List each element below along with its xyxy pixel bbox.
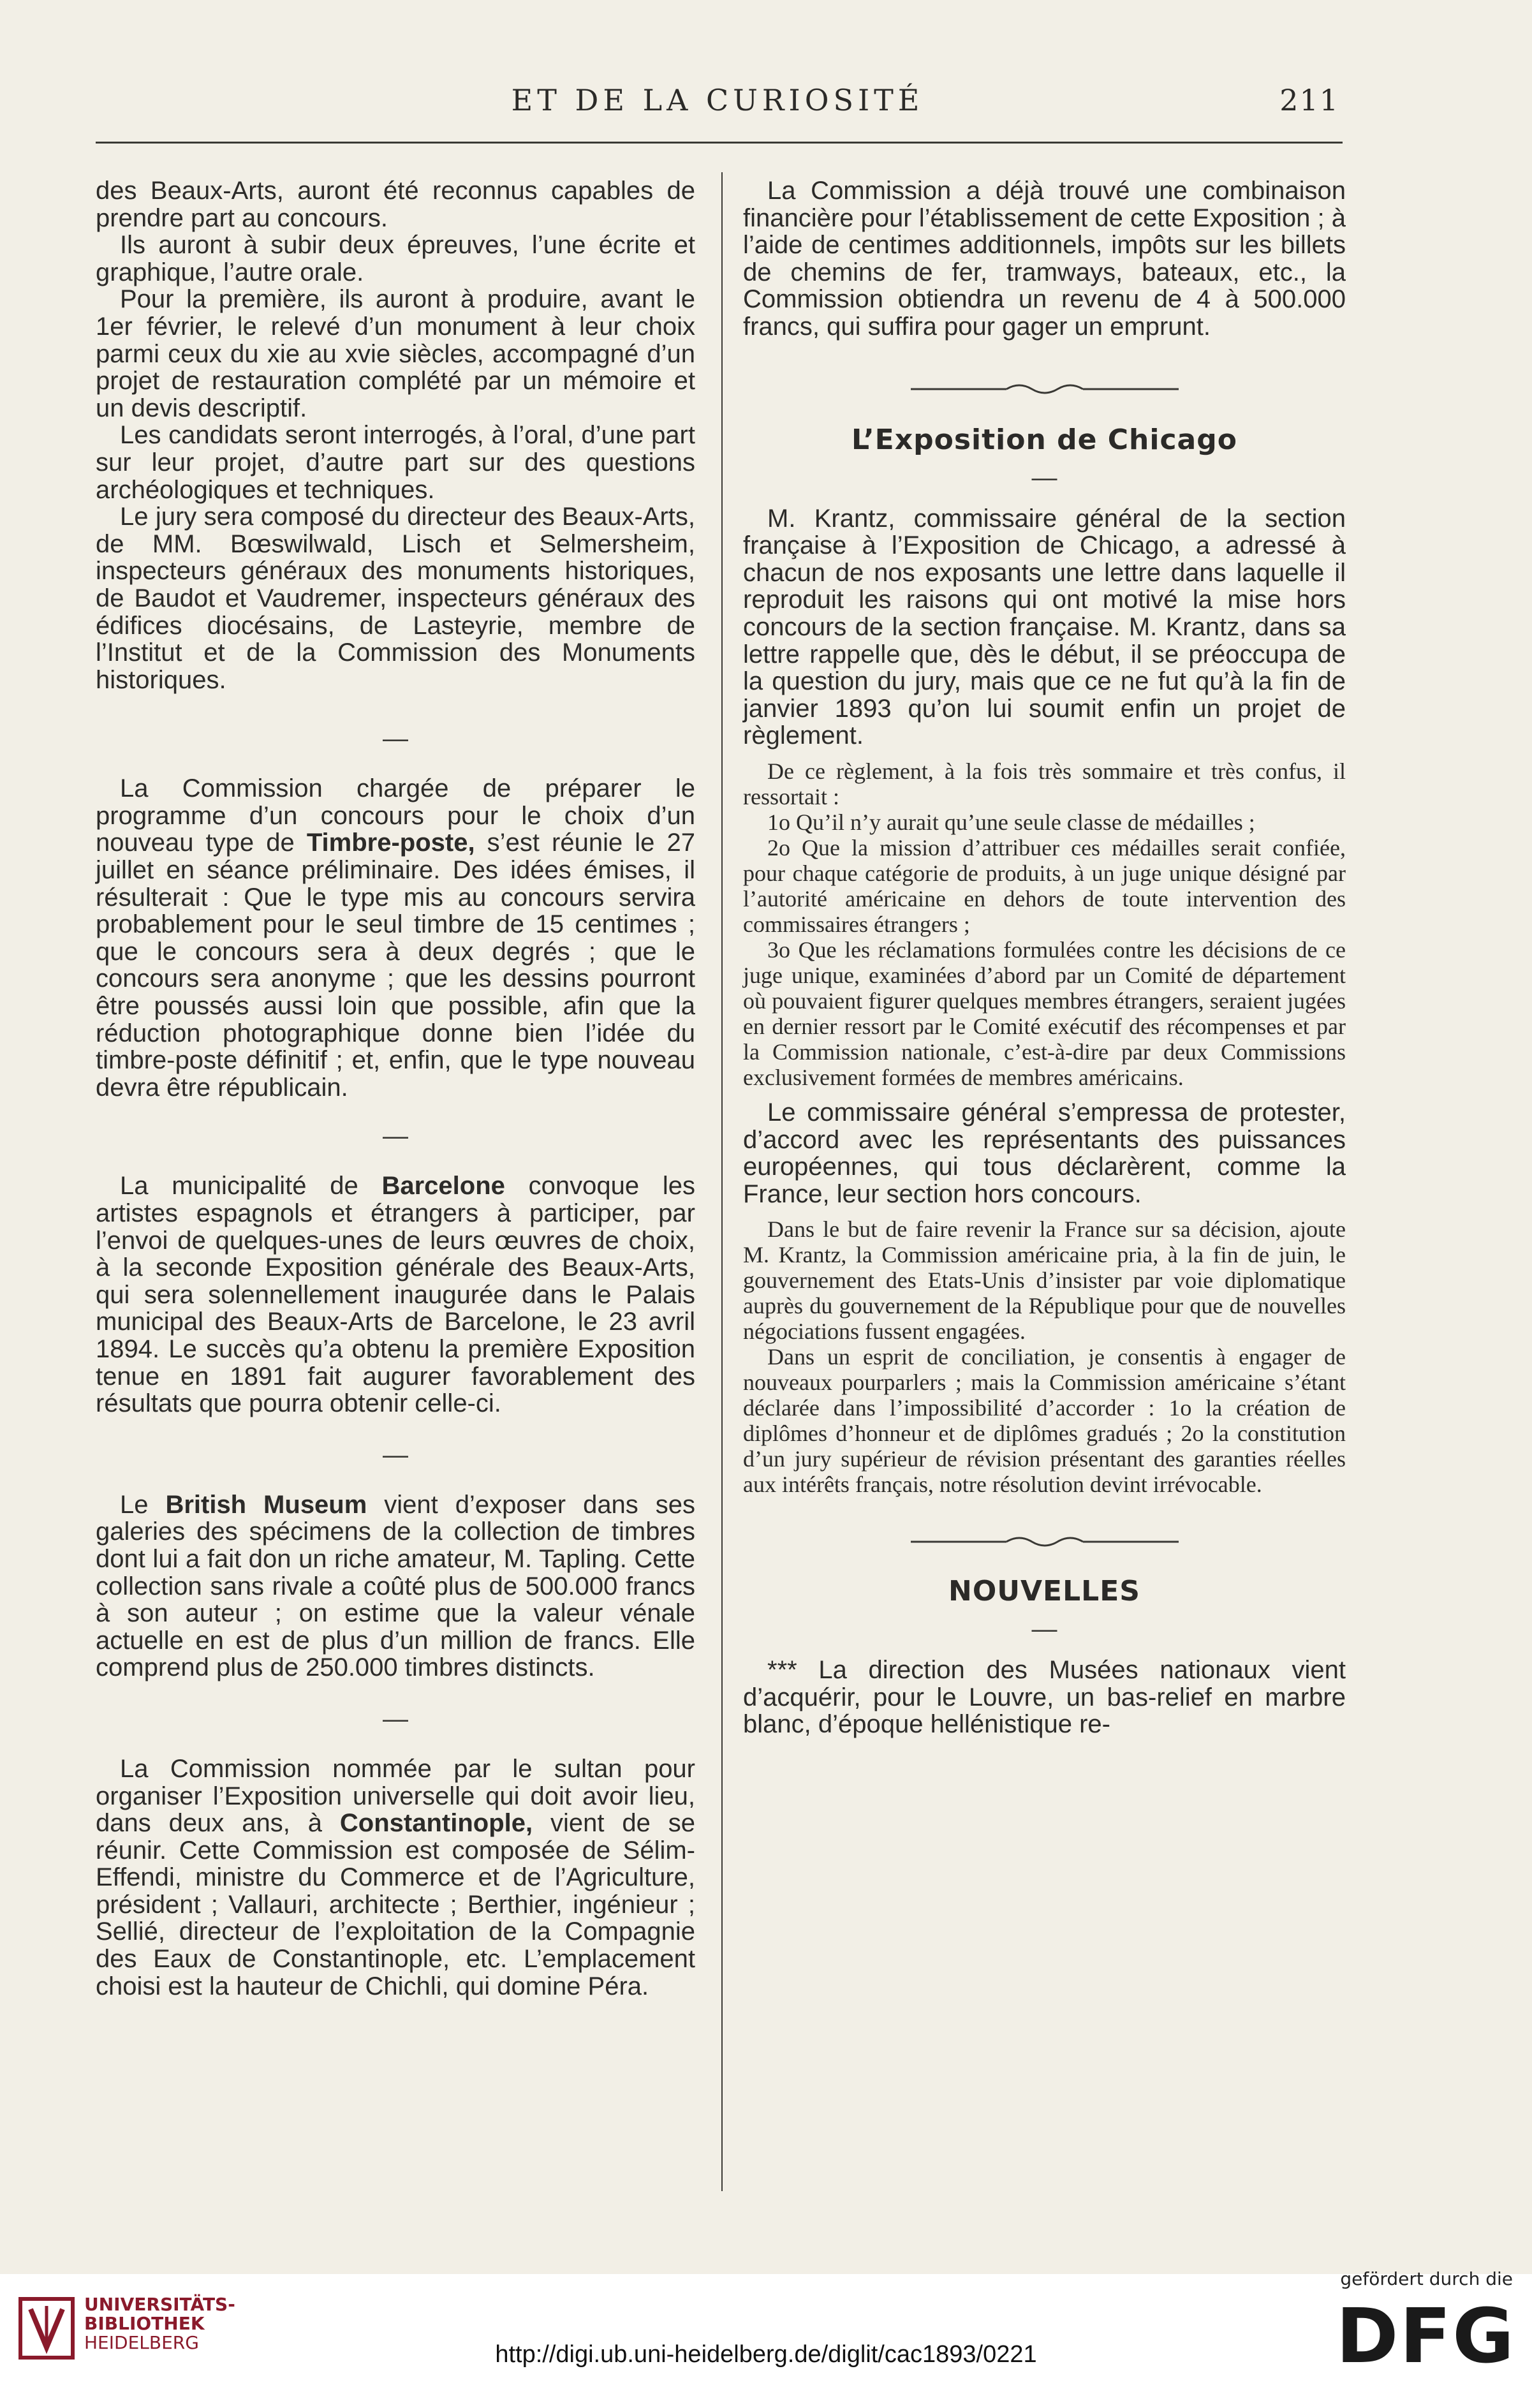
ornament-divider	[911, 1529, 1179, 1555]
section-dash: —	[383, 725, 408, 753]
header-rule	[96, 142, 1343, 144]
text-run: convoque les artistes espagnols et étrangers à participer, par l’envoi de quelques-unes de leurs œuvres de choix, à la seconde Exposition générale des Beaux-Arts, qui sera solennellement inaugurée dans le Palais municipal des Beaux-Arts de Barcelone, le 23 avril 1894. Le succès qu’a obtenu la première Exposition tenue en 1891 fait augurer favorablement des résultats que pourra obtenir celle-ci.	[96, 1172, 695, 1418]
paragraph: 2o Que la mission d’attribuer ces médailles serait confiée, pour chaque catégorie de produits, à un juge unique désigné par l’autorité américaine en dehors de toute intervention des commissaires étrangers ;	[743, 834, 1346, 937]
heading-nouvelles: NOUVELLES	[948, 1575, 1140, 1608]
paragraph: 3o Que les réclamations formulées contre les décisions de ce juge unique, examinées d’abord par un Comité de département où pouvaient figurer quelques membres étrangers, seraient jugées en dernier ressort par le Comité exécutif des récompenses et par la Commission nationale, c’est-à-dire par deux Commissions exclusivement formées de membres américains.	[743, 936, 1346, 1090]
paragraph: 1o Qu’il n’y aurait qu’une seule classe de médailles ;	[767, 809, 1255, 835]
text-run: La Commission chargée de préparer le programme d’un concours pour le choix d’un nouveau type de	[96, 774, 695, 857]
paragraph-louvre	[743, 1657, 1346, 1738]
paragraph-constantinople	[96, 1755, 695, 2000]
paragraph-british-museum	[96, 1491, 695, 1681]
paragraph: La Commission a déjà trouvé une combinaison financière pour l’établissement de cette Exposition ; à l’aide de centimes additionnels, impôts sur les billets de chemins de fer, tramways, bateaux, etc., la Commission obtiendra un revenu de 4 à 500.000 francs, qui suffira pour gager un emprunt.	[743, 177, 1346, 341]
paragraph: De ce règlement, à la fois très sommaire et très confus, il ressortait :	[743, 758, 1346, 809]
paragraph: Le commissaire général s’empressa de protester, d’accord avec les représentants des puissances européennes, qui tous déclarèrent, comme la France, leur section hors concours.	[743, 1098, 1346, 1208]
page-number: 211	[1279, 83, 1339, 117]
dfg-logo: DFG	[1336, 2292, 1515, 2380]
ornament-divider	[911, 376, 1179, 402]
paragraph: Les candidats seront interrogés, à l’oral, d’une part sur leur projet, d’autre part sur des questions archéologiques et techniques.	[96, 421, 695, 504]
text-run: s’est réunie le 27 juillet en séance préliminaire. Des idées émises, il résulterait : Que le type mis au concours servira probablement pour le seul timbre de 15 centimes ; que le concours sera à deux degrés ; que le concours sera anonyme ; que les dessins pourront être poussés aussi loin que possible, afin que la réduction photographique donne bien l’idée du timbre-poste définitif ; et, enfin, que le type nouveau devra être républicain.	[96, 829, 696, 1102]
funding-label: gefördert durch die	[1340, 2268, 1513, 2289]
text-run: vient de se réunir. Cette Commission est composée de Sélim-Effendi, ministre du Commerce et de l’Agriculture, président ; Vallauri, architecte ; Berthier, ingénieur ; Sellié, directeur de l’exploitation de la Compagnie des Eaux de Constantinople, etc. L’emplacement choisi est la hauteur de Chichli, qui domine Péra.	[96, 1809, 696, 2000]
text-run: vient d’exposer dans ses galeries des spécimens de la collection de timbres dont lui a fait don un riche amateur, M. Tapling. Cette collection sans rivale a coûté plus de 500.000 francs à son auteur ; on estime que la valeur vénale actuelle en est de plus d’un million de francs. Elle comprend plus de 250.000 timbres distincts.	[96, 1490, 695, 1682]
heading-exposition-chicago: L’Exposition de Chicago	[851, 423, 1237, 456]
library-name-line: UNIVERSITÄTS-	[84, 2294, 235, 2315]
left-column	[96, 177, 695, 2000]
paragraph: Ils auront à subir deux épreuves, l’une écrite et graphique, l’autre orale.	[96, 231, 695, 286]
bold-term: British Museum	[165, 1490, 367, 1519]
running-title: ET DE LA CURIOSITÉ	[511, 83, 924, 117]
running-head	[96, 83, 1339, 121]
paragraph: Dans un esprit de conciliation, je consentis à engager de nouveaux pourparlers ; mais la Commission américaine s’étant déclarée dans l’impossibilité d’accorder : 1o la création de diplômes d’honneur et de diplômes gradués ; 2o la constitution d’un jury supérieur de révision présentant des garanties réelles aux intérêts français, notre résolution devint irrévocable.	[743, 1344, 1346, 1498]
column-divider	[721, 172, 723, 2191]
text-run: La Commission nommée par le sultan pour organiser l’Exposition universelle qui doit avoir lieu, dans deux ans, à	[96, 1754, 695, 1838]
bold-term: Constantinople,	[339, 1809, 533, 1838]
section-dash: —	[1031, 1615, 1057, 1644]
paragraph: Le jury sera composé du directeur des Beaux-Arts, de MM. Bœswilwald, Lisch et Selmersheim, inspecteurs généraux des monuments historiques, de Baudot et Vaudremer, inspecteurs généraux des édifices diocésains, de Lasteyrie, membre de l’Institut et de la Commission des Monuments historiques.	[96, 503, 695, 694]
paragraph: des Beaux-Arts, auront été reconnus capables de prendre part au concours.	[96, 177, 695, 232]
paragraph: Pour la première, ils auront à produire, avant le 1er février, le relevé d’un monument à leur choix parmi ceux du xie au xvie siècles, accompagné d’un projet de restauration complété par un mémoire et un devis descriptif.	[96, 285, 695, 422]
bold-term: Timbre-poste,	[306, 829, 475, 857]
bold-term: Barcelone	[381, 1172, 505, 1200]
library-name-line: BIBLIOTHEK	[84, 2313, 205, 2334]
text-run: Le	[120, 1490, 166, 1519]
library-name-line: HEIDELBERG	[84, 2332, 199, 2353]
text-run: La direction des Musées nationaux vient d’acquérir, pour le Louvre, un bas-relief en marbre blanc, d’époque hellénistique re-	[743, 1656, 1346, 1739]
right-column	[743, 177, 1346, 1738]
section-dash: —	[1031, 463, 1057, 492]
text-run: La municipalité de	[120, 1172, 382, 1200]
section-dash: —	[383, 1440, 408, 1469]
paragraph: M. Krantz, commissaire général de la section française à l’Exposition de Chicago, a adressé à chacun de nos exposants une lettre dans laquelle il reproduit les raisons qui ont motivé la mise hors concours de la section française. M. Krantz, dans sa lettre rappelle que, dès le début, il se préoccupa de la question du jury, mais que ce ne fut qu’à la fin de janvier 1893 qu’on lui soumit enfin un projet de règlement.	[743, 504, 1346, 750]
paragraph-barcelone	[96, 1172, 695, 1417]
section-dash: —	[383, 1122, 408, 1151]
paragraph-timbre-poste	[96, 775, 695, 1101]
paragraph: Dans le but de faire revenir la France sur sa décision, ajoute M. Krantz, la Commission américaine pria, à la fin de juin, le gouvernement des Etats-Unis d’insister par voie diplomatique auprès du gouvernement de la République pour que de nouvelles négociations fussent engagées.	[743, 1216, 1346, 1345]
section-dash: —	[383, 1704, 408, 1733]
asterism-mark: ***	[767, 1656, 797, 1685]
source-url[interactable]: http://digi.ub.uni-heidelberg.de/diglit/cac1893/0221	[495, 2341, 1037, 2368]
